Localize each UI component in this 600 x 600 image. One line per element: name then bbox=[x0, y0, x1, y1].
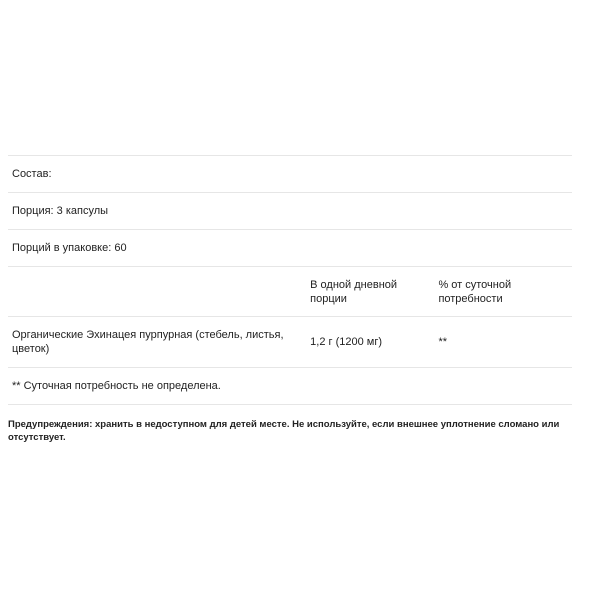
header-amount: В одной дневной порции bbox=[306, 267, 434, 317]
servings-per-container-row bbox=[8, 230, 572, 267]
ingredient-name: Органические Эхинацея пурпурная (стебель, листья, цветок) bbox=[8, 317, 306, 368]
supplement-facts-table bbox=[8, 155, 572, 405]
table-row bbox=[8, 317, 572, 368]
header-daily-value: % от суточной потребности bbox=[434, 267, 572, 317]
ingredient-amount: 1,2 г (1200 мг) bbox=[306, 317, 434, 368]
serving-size: Порция: 3 капсулы bbox=[8, 193, 572, 230]
servings-per-container: Порций в упаковке: 60 bbox=[8, 230, 572, 267]
serving-size-row bbox=[8, 193, 572, 230]
composition-label: Состав: bbox=[8, 156, 572, 193]
table-header-row bbox=[8, 267, 572, 317]
footnote: ** Суточная потребность не определена. bbox=[8, 368, 572, 405]
warning-text: Предупреждения: хранить в недоступном для детей месте. Не используйте, если внешнее уплотнение сломано или отсутствует. bbox=[8, 419, 560, 443]
ingredient-daily-value: ** bbox=[434, 317, 572, 368]
header-empty-cell bbox=[8, 267, 306, 317]
composition-row bbox=[8, 156, 572, 193]
footnote-row bbox=[8, 368, 572, 405]
